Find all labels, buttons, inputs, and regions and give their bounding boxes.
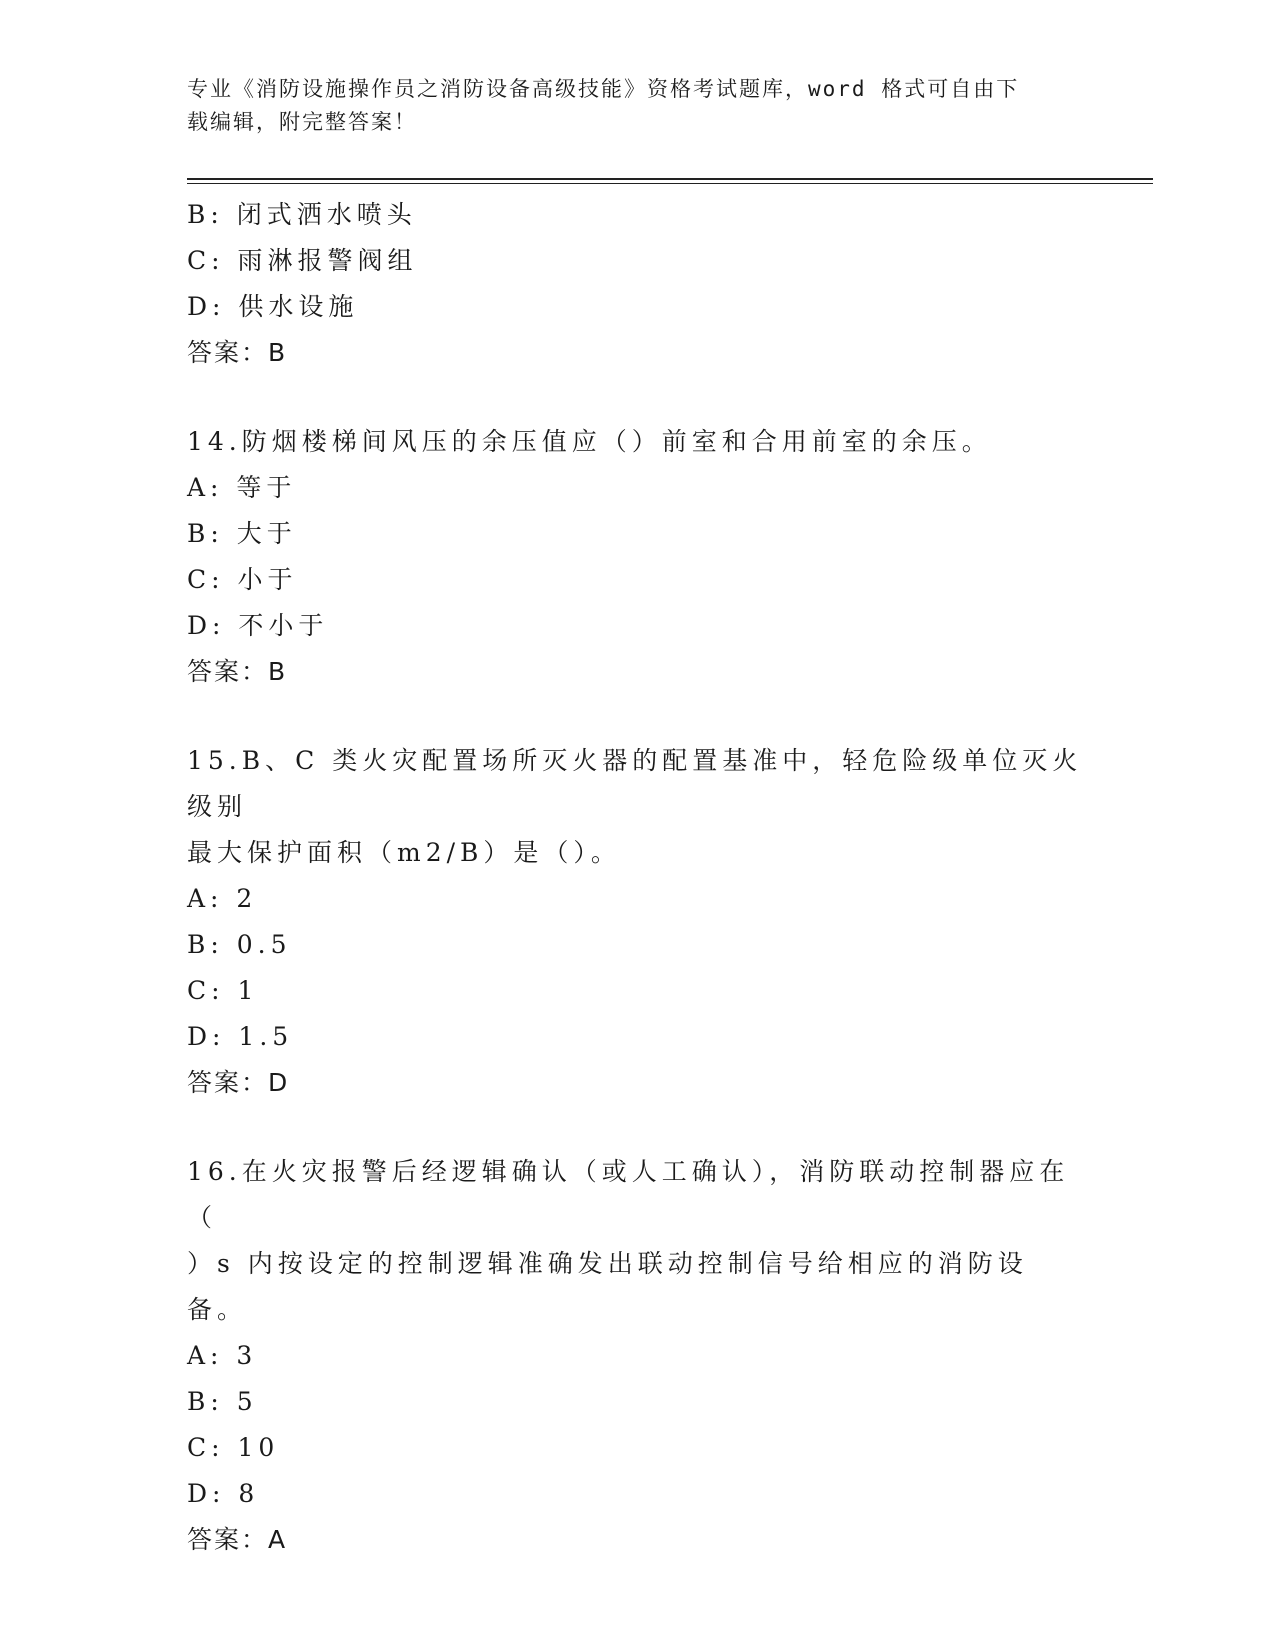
question-text-line-1: 16.在火灾报警后经逻辑确认（或人工确认），消防联动控制器应在（ [187,1157,1070,1232]
option-c: C: 雨淋报警阀组 [187,246,418,275]
option-c: C: 10 [187,1433,280,1462]
question-16 [187,1149,1087,1563]
option-a: A: 等于 [187,473,297,502]
question-text: 14.防烟楼梯间风压的余压值应（）前室和合用前室的余压。 [187,427,992,456]
option-b: B: 大于 [187,519,297,548]
question-text-line-2: 最大保护面积（m2/B）是（）。 [187,838,621,867]
option-d: D: 供水设施 [187,292,359,321]
option-a: A: 2 [187,884,258,913]
answer-line: 答案：B [187,657,288,686]
question-13-tail [187,192,1087,376]
question-text-line-2: ）s 内按设定的控制逻辑准确发出联动控制信号给相应的消防设备。 [187,1249,1028,1324]
answer-line: 答案：A [187,1525,288,1554]
header-line-1: 专业《消防设施操作员之消防设备高级技能》资格考试题库，word 格式可自由下 [187,77,1020,101]
option-b: B: 闭式洒水喷头 [187,200,417,229]
question-15 [187,738,1087,1106]
header-line-2: 载编辑，附完整答案！ [187,110,417,134]
option-d: D: 1.5 [187,1022,294,1051]
option-c: C: 小于 [187,565,298,594]
question-text-line-1: 15.B、C 类火灾配置场所灭火器的配置基准中，轻危险级单位灭火级别 [187,746,1083,821]
question-list [187,192,1087,1563]
option-a: A: 3 [187,1341,258,1370]
option-c: C: 1 [187,976,259,1005]
answer-line: 答案：D [187,1068,290,1097]
question-14 [187,419,1087,695]
header-divider-thin [187,183,1153,184]
document-header [187,73,1067,139]
option-b: B: 5 [187,1387,258,1416]
option-b: B: 0.5 [187,930,292,959]
option-d: D: 不小于 [187,611,329,640]
header-divider-thick [187,178,1153,180]
option-d: D: 8 [187,1479,260,1508]
answer-line: 答案：B [187,338,288,367]
